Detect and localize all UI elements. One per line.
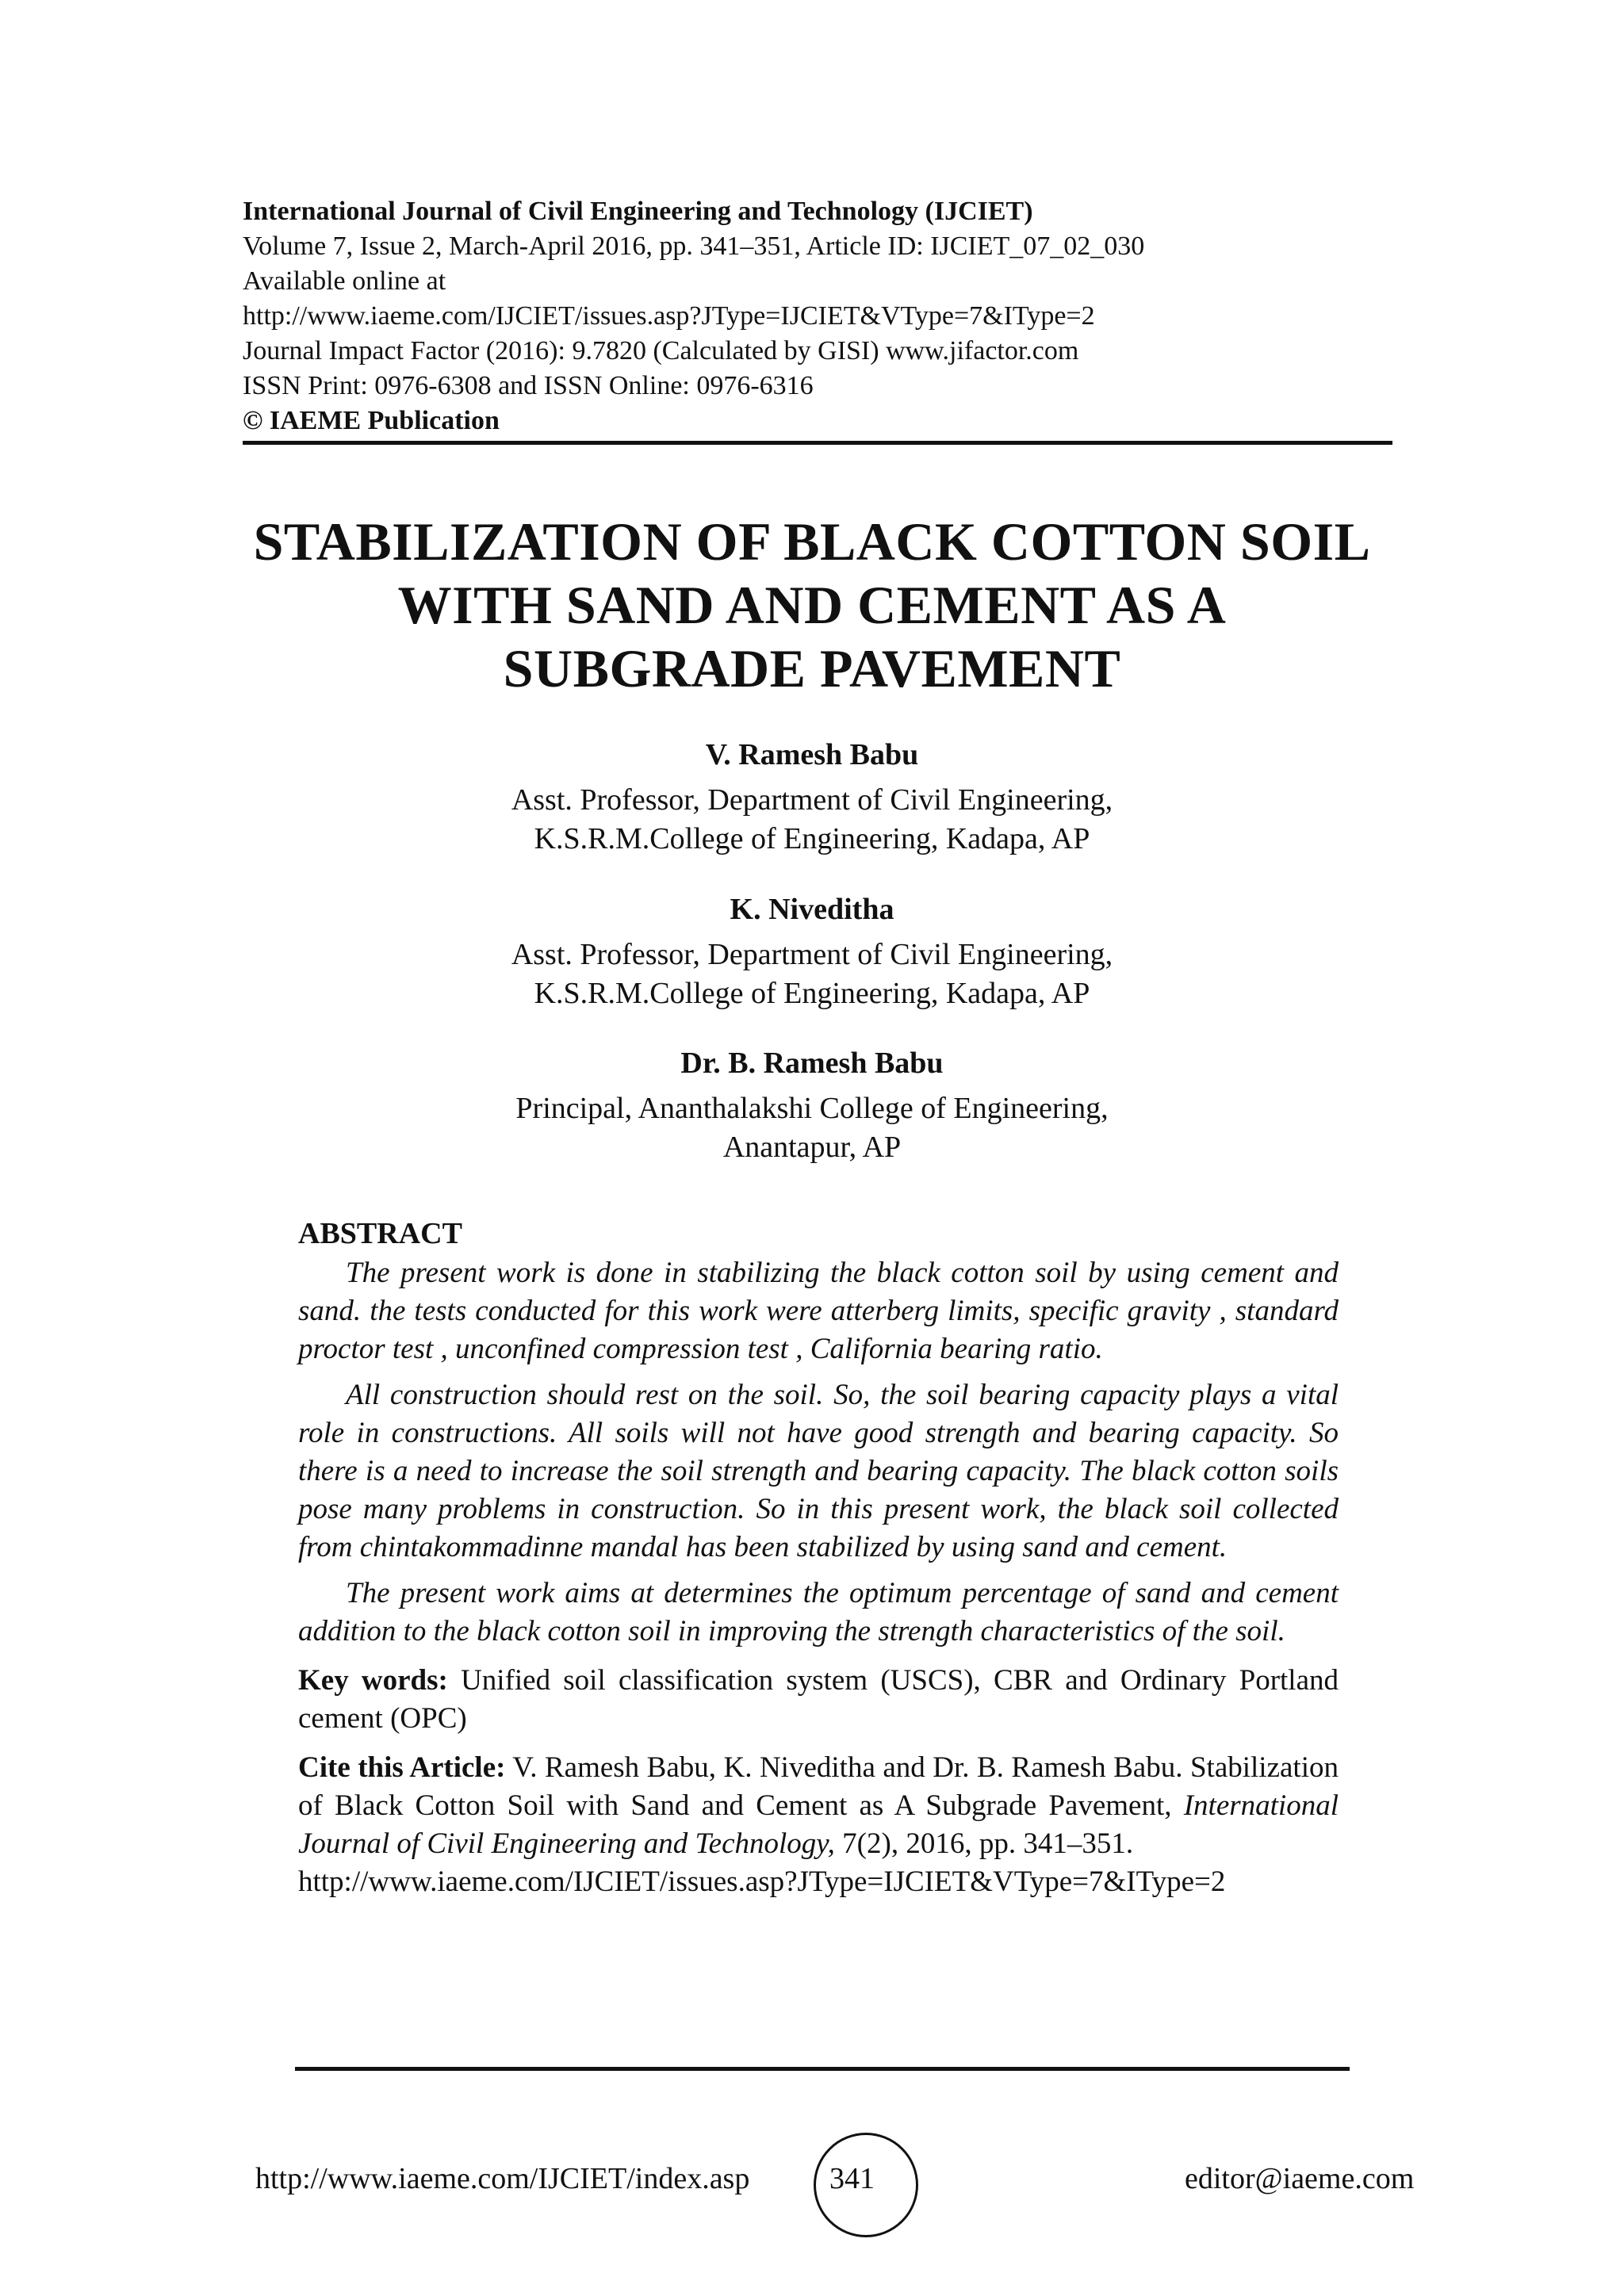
keywords-text: Unified soil classification system (USCS), CBR and Ordinary Portland cement (OPC) <box>298 1664 1339 1735</box>
title-line-3: SUBGRADE PAVEMENT <box>503 638 1121 698</box>
title-line-2: WITH SAND AND CEMENT AS A <box>397 575 1227 635</box>
abstract-paragraph: The present work aims at determines the optimum percentage of sand and cement addition to the black cotton soil in improving the strength characteristics of the soil. <box>298 1577 1339 1647</box>
abstract-section <box>298 1215 1339 1901</box>
author-1 <box>238 736 1386 859</box>
citation-label: Cite this Article: <box>298 1751 506 1784</box>
author-2 <box>238 890 1386 1013</box>
header-divider <box>243 441 1392 445</box>
citation <box>298 1749 1339 1863</box>
citation-volume: 7(2), 2016, pp. 341–351. <box>842 1827 1134 1860</box>
publisher: © IAEME Publication <box>243 406 500 435</box>
paper-title <box>159 510 1465 700</box>
issues-url-link[interactable]: http://www.iaeme.com/IJCIET/issues.asp?JType=IJCIET&VType=7&IType=2 <box>243 301 1095 331</box>
keywords-label: Key words: <box>298 1664 448 1697</box>
author-name: Dr. B. Ramesh Babu <box>680 1047 944 1080</box>
title-line-1: STABILIZATION OF BLACK COTTON SOIL <box>253 511 1371 572</box>
citation-divider <box>295 2067 1350 2071</box>
abstract-paragraph: The present work is done in stabilizing the black cotton soil by using cement and sand. the tests conducted for this work were atterberg limits, specific gravity , standard proctor test , unconfined compression test , California bearing ratio. <box>298 1257 1339 1365</box>
page-number: 341 <box>829 2162 875 2195</box>
footer-url-link[interactable]: http://www.iaeme.com/IJCIET/index.asp <box>255 2162 750 2195</box>
citation-url-link[interactable]: http://www.iaeme.com/IJCIET/issues.asp?JType=IJCIET&VType=7&IType=2 <box>298 1866 1226 1898</box>
author-name: V. Ramesh Babu <box>705 738 919 771</box>
volume-info: Volume 7, Issue 2, March-April 2016, pp. 341–351, Article ID: IJCIET_07_02_030 <box>243 232 1145 261</box>
abstract-paragraph: All construction should rest on the soil. So, the soil bearing capacity plays a vital role in constructions. All soils will not have good strength and bearing capacity. So there is a need to increase the soil strength and bearing capacity. The black cotton soils pose many problems in construction. So in this present work, the black soil collected from chintakommadinne mandal has been stabilized by using sand and cement. <box>298 1379 1339 1563</box>
page-footer <box>0 2133 1624 2228</box>
footer-email-link[interactable]: editor@iaeme.com <box>1185 2162 1415 2195</box>
author-affiliation: Principal, Ananthalakshi College of Engineering, <box>515 1092 1109 1125</box>
journal-header <box>243 194 1392 438</box>
author-3 <box>238 1044 1386 1167</box>
author-affiliation: K.S.R.M.College of Engineering, Kadapa, AP <box>534 822 1090 855</box>
impact-factor: Journal Impact Factor (2016): 9.7820 (Calculated by GISI) www.jifactor.com <box>243 336 1079 365</box>
author-affiliation: Anantapur, AP <box>722 1131 902 1164</box>
available-online-text: Available online at <box>243 266 446 296</box>
issn-info: ISSN Print: 0976-6308 and ISSN Online: 0976-6316 <box>243 371 814 400</box>
author-name: K. Niveditha <box>730 893 894 926</box>
author-affiliation: Asst. Professor, Department of Civil Engineering, <box>511 938 1113 971</box>
keywords <box>298 1662 1339 1738</box>
citation-journal: International Journal of Civil Engineering and Technology, <box>298 1789 1339 1860</box>
citation-text: V. Ramesh Babu, K. Niveditha and Dr. B. Ramesh Babu. Stabilization of Black Cotton Soil with Sand and Cement as A Subgrade Pavement, <box>298 1751 1339 1822</box>
abstract-heading: ABSTRACT <box>298 1217 462 1250</box>
journal-name: International Journal of Civil Engineering and Technology (IJCIET) <box>243 197 1033 226</box>
author-affiliation: K.S.R.M.College of Engineering, Kadapa, AP <box>534 977 1090 1010</box>
author-affiliation: Asst. Professor, Department of Civil Engineering, <box>511 783 1113 817</box>
